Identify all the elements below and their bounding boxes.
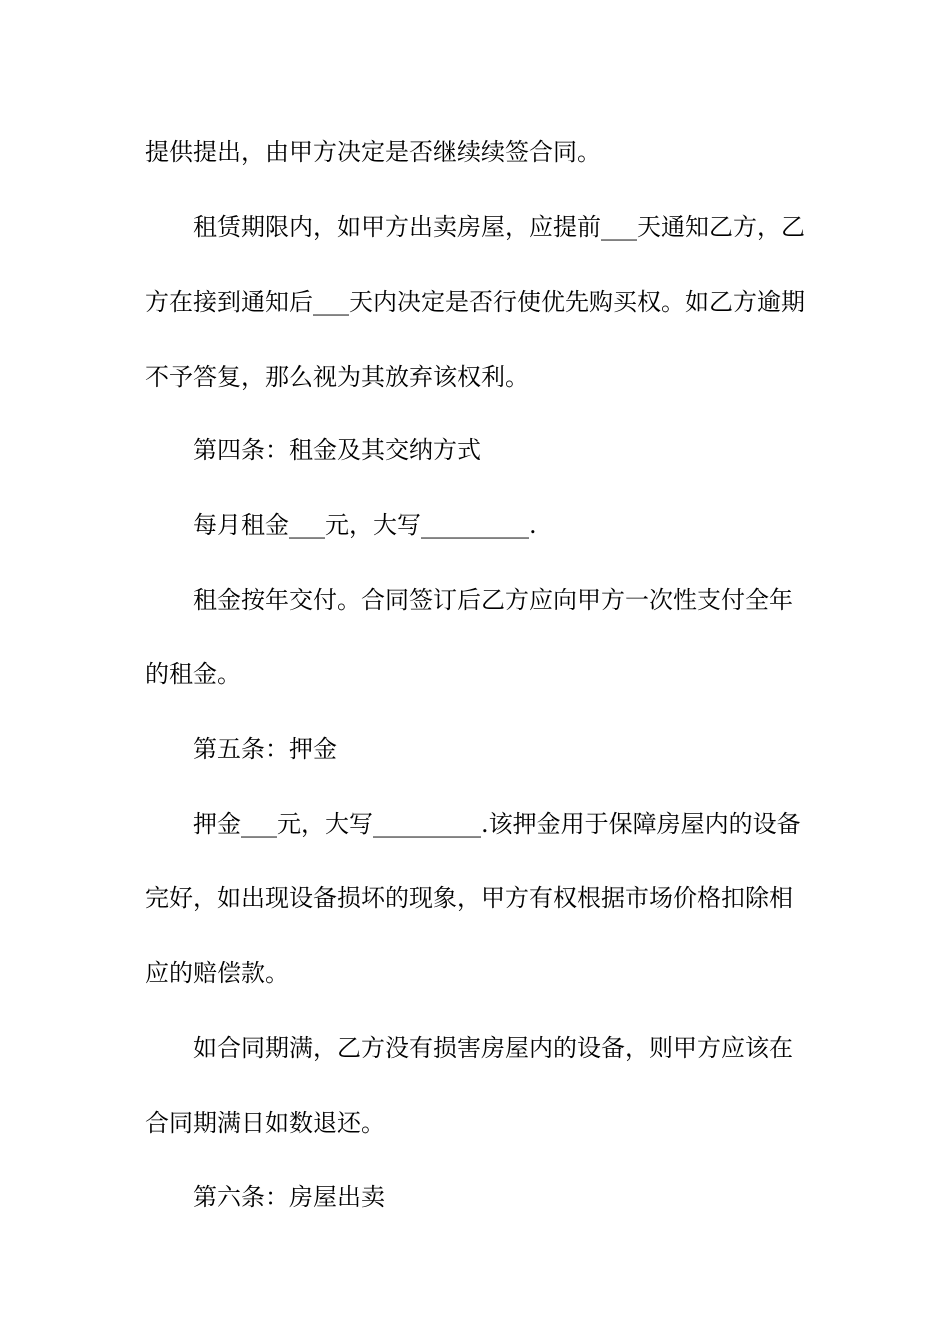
section-heading: 第五条：押金	[193, 735, 337, 763]
section-heading: 第六条：房屋出卖	[193, 1183, 385, 1211]
paragraph-line: 押金___元，大写_________.该押金用于保障房屋内的设备	[193, 810, 801, 838]
paragraph-line: 应的赔偿款。	[145, 959, 289, 987]
paragraph-line: 租金按年交付。合同签订后乙方应向甲方一次性支付全年	[193, 586, 793, 614]
paragraph-line: 方在接到通知后___天内决定是否行使优先购买权。如乙方逾期	[145, 288, 805, 316]
paragraph-line: 如合同期满，乙方没有损害房屋内的设备，则甲方应该在	[193, 1034, 793, 1062]
paragraph-line: 的租金。	[145, 660, 241, 688]
paragraph-line: 合同期满日如数退还。	[145, 1109, 385, 1137]
paragraph-line: 每月租金___元，大写_________.	[193, 511, 537, 539]
paragraph-line: 完好，如出现设备损坏的现象，甲方有权根据市场价格扣除相	[145, 884, 793, 912]
section-heading: 第四条：租金及其交纳方式	[193, 436, 481, 464]
paragraph-line: 提供提出，由甲方决定是否继续续签合同。	[145, 138, 601, 166]
paragraph-line: 不予答复，那么视为其放弃该权利。	[145, 363, 529, 391]
paragraph-line: 租赁期限内，如甲方出卖房屋，应提前___天通知乙方，乙	[193, 213, 805, 241]
